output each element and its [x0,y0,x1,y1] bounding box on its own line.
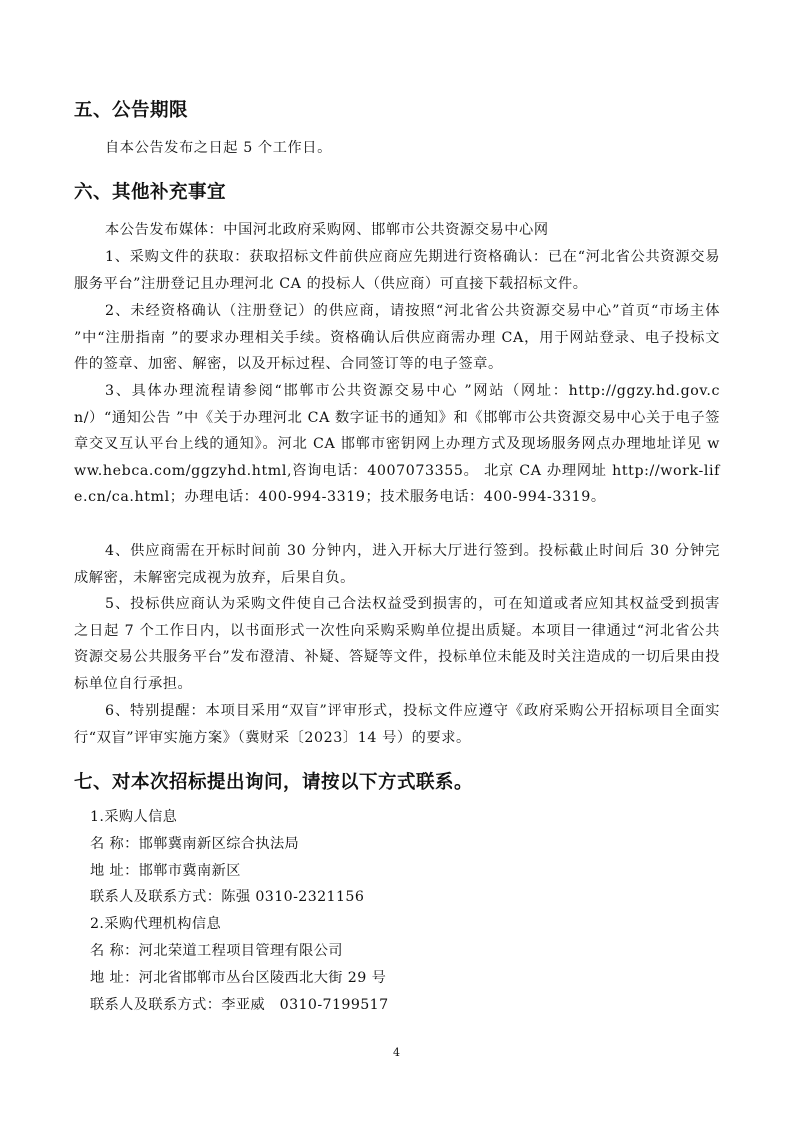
supplementary-item-6: 6、特别提醒：本项目采用“双盲”评审形式，投标文件应遵守《政府采购公开招标项目全面实行“双盲”评审实施方案》（冀财采〔2023〕14 号）的要求。 [74,703,720,746]
supplementary-item-5: 5、投标供应商认为采购文件使自己合法权益受到损害的，可在知道或者应知其权益受到损害之日起 7 个工作日内，以书面形式一次性向采购采购单位提出质疑。本项目一律通过“河北省公共资源交易公共服务平台”发布澄清、补疑、答疑等文件，投标单位未能及时关注造成的一切后果由投标单位自行承担。 [74,596,720,692]
purchaser-info-label: 1.采购人信息 [90,809,178,825]
supplementary-item-4: 4、供应商需在开标时间前 30 分钟内，进入开标大厅进行签到。投标截止时间后 30 分钟完成解密，未解密完成视为放弃，后果自负。 [74,543,720,586]
purchaser-contact: 联系人及联系方式：陈强 0310-2321156 [90,889,365,906]
agency-contact: 联系人及联系方式：李亚威 0310-7199517 [90,996,389,1013]
purchaser-address: 地 址：邯郸市冀南新区 [90,862,241,879]
agency-info-label: 2.采购代理机构信息 [90,916,222,933]
publication-media-text: 本公告发布媒体：中国河北政府采购网、邯郸市公共资源交易中心网 [105,222,549,238]
agency-address: 地 址：河北省邯郸市丛台区陵西北大街 29 号 [90,969,387,986]
supplementary-item-1: 1、采购文件的获取：获取招标文件前供应商应先期进行资格确认：已在“河北省公共资源交易服务平台”注册登记且办理河北 CA 的投标人（供应商）可直接下载招标文件。 [74,249,720,292]
agency-name: 名 称：河北荣道工程项目管理有限公司 [90,942,343,959]
section-heading-contact: 七、对本次招标提出询问，请按以下方式联系。 [74,772,474,793]
supplementary-item-2: 2、未经资格确认（注册登记）的供应商，请按照“河北省公共资源交易中心”首页“市场主体 ”中“注册指南 ”的要求办理相关手续。资格确认后供应商需办理 CA，用于网站登录、电子投标文件的签章、加密、解密，以及开标过程、合同签订等的电子签章。 [74,303,720,372]
supplementary-item-3: 3、具体办理流程请参阅“邯郸市公共资源交易中心 ”网站（网址：http://ggzy.hd.gov.cn/）“通知公告 ”中《关于办理河北 CA 数字证书的通知》和《邯郸市公共资源交易中心关于电子签章交叉互认平台上线的通知》。河北 CA 邯郸市密钥网上办理方式及现场服务网点办理地址详见 www.hebca.com/ggzyhd.html,咨询电话：4007073355。 北京 CA 办理网址 http://work-life.cn/ca.html；办理电话：400-994-3319；技术服务电话：400-994-3319。 [74,383,720,505]
section-heading-other-matters: 六、其他补充事宜 [74,182,227,203]
page-number: 4 [393,1046,400,1059]
purchaser-name: 名 称：邯郸冀南新区综合执法局 [90,835,300,852]
announcement-period-text: 自本公告发布之日起 5 个工作日。 [105,140,332,156]
contact-info-list [90,804,730,1018]
section-heading-announcement-period: 五、公告期限 [74,100,189,121]
